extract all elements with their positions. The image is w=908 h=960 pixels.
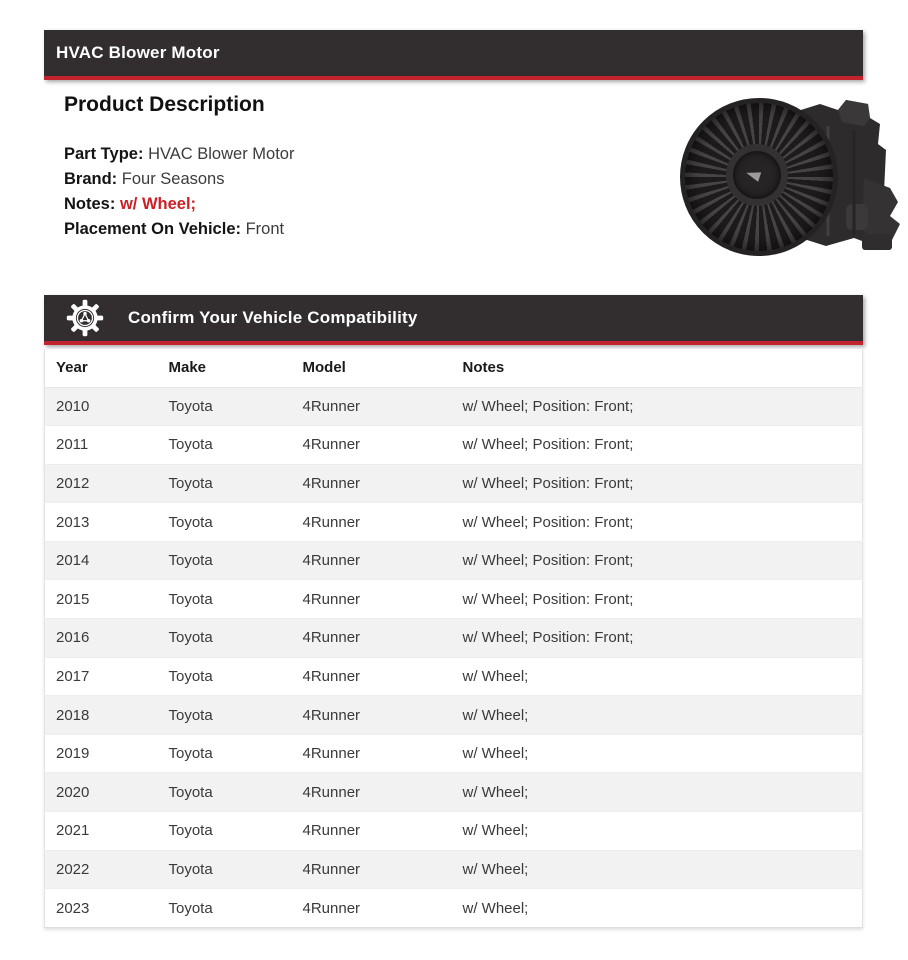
field-part-type — [64, 142, 294, 167]
table-cell-notes: w/ Wheel; — [452, 657, 863, 696]
table-cell-year: 2017 — [45, 657, 158, 696]
table-cell-year: 2015 — [45, 580, 158, 619]
table-cell-model: 4Runner — [292, 580, 452, 619]
table-cell-make: Toyota — [158, 773, 292, 812]
table-cell-model: 4Runner — [292, 387, 452, 426]
table-row — [45, 850, 863, 889]
table-row — [45, 812, 863, 851]
field-value: Front — [245, 220, 285, 238]
table-cell-year: 2018 — [45, 696, 158, 735]
field-value: Four Seasons — [121, 170, 225, 188]
table-row — [45, 541, 863, 580]
table-row — [45, 426, 863, 465]
table-cell-make: Toyota — [158, 541, 292, 580]
field-label: Placement On Vehicle: — [64, 220, 241, 238]
description-heading: Product Description — [64, 93, 265, 116]
table-cell-notes: w/ Wheel; Position: Front; — [452, 387, 863, 426]
field-label: Part Type: — [64, 145, 144, 163]
table-cell-model: 4Runner — [292, 657, 452, 696]
table-cell-model: 4Runner — [292, 889, 452, 928]
fitment-table — [44, 349, 863, 928]
table-cell-model: 4Runner — [292, 696, 452, 735]
field-brand — [64, 167, 294, 192]
column-header-model: Model — [292, 349, 452, 387]
table-cell-year: 2019 — [45, 734, 158, 773]
compatibility-header — [44, 295, 863, 345]
compatibility-title: Confirm Your Vehicle Compatibility — [128, 308, 418, 327]
table-cell-make: Toyota — [158, 889, 292, 928]
table-cell-notes: w/ Wheel; — [452, 889, 863, 928]
table-cell-year: 2012 — [45, 464, 158, 503]
product-fields — [64, 142, 294, 242]
table-cell-notes: w/ Wheel; — [452, 734, 863, 773]
table-cell-make: Toyota — [158, 387, 292, 426]
table-cell-year: 2013 — [45, 503, 158, 542]
table-cell-notes: w/ Wheel; Position: Front; — [452, 580, 863, 619]
table-cell-year: 2020 — [45, 773, 158, 812]
table-cell-year: 2023 — [45, 889, 158, 928]
table-cell-year: 2014 — [45, 541, 158, 580]
table-cell-model: 4Runner — [292, 734, 452, 773]
product-image — [678, 86, 906, 262]
table-cell-make: Toyota — [158, 657, 292, 696]
table-cell-notes: w/ Wheel; Position: Front; — [452, 426, 863, 465]
fitment-table-body — [45, 387, 863, 927]
table-cell-year: 2011 — [45, 426, 158, 465]
page-title: HVAC Blower Motor — [56, 43, 220, 62]
field-notes — [64, 192, 294, 217]
column-header-notes: Notes — [452, 349, 863, 387]
table-cell-notes: w/ Wheel; Position: Front; — [452, 503, 863, 542]
product-title-bar — [44, 30, 863, 80]
table-cell-model: 4Runner — [292, 464, 452, 503]
table-cell-make: Toyota — [158, 850, 292, 889]
table-cell-model: 4Runner — [292, 812, 452, 851]
field-value-notes: w/ Wheel; — [119, 195, 197, 213]
field-label: Brand: — [64, 170, 118, 188]
fitment-table-head — [45, 349, 863, 387]
table-row — [45, 503, 863, 542]
table-cell-make: Toyota — [158, 696, 292, 735]
table-cell-notes: w/ Wheel; Position: Front; — [452, 464, 863, 503]
table-row — [45, 773, 863, 812]
field-placement — [64, 217, 294, 242]
table-cell-year: 2016 — [45, 619, 158, 658]
table-cell-model: 4Runner — [292, 541, 452, 580]
column-header-make: Make — [158, 349, 292, 387]
table-cell-model: 4Runner — [292, 426, 452, 465]
table-cell-notes: w/ Wheel; — [452, 812, 863, 851]
table-cell-notes: w/ Wheel; — [452, 696, 863, 735]
field-value: HVAC Blower Motor — [148, 145, 295, 163]
table-cell-notes: w/ Wheel; — [452, 850, 863, 889]
table-cell-make: Toyota — [158, 619, 292, 658]
table-cell-model: 4Runner — [292, 619, 452, 658]
table-cell-make: Toyota — [158, 812, 292, 851]
table-cell-model: 4Runner — [292, 850, 452, 889]
field-label: Notes: — [64, 195, 116, 213]
gear-icon — [66, 299, 104, 337]
column-header-year: Year — [45, 349, 158, 387]
table-cell-make: Toyota — [158, 734, 292, 773]
table-row — [45, 889, 863, 928]
table-row — [45, 734, 863, 773]
table-cell-make: Toyota — [158, 464, 292, 503]
table-row — [45, 657, 863, 696]
table-cell-model: 4Runner — [292, 503, 452, 542]
table-row — [45, 580, 863, 619]
table-cell-year: 2010 — [45, 387, 158, 426]
table-cell-year: 2021 — [45, 812, 158, 851]
table-cell-model: 4Runner — [292, 773, 452, 812]
table-cell-notes: w/ Wheel; Position: Front; — [452, 619, 863, 658]
table-cell-make: Toyota — [158, 580, 292, 619]
table-cell-notes: w/ Wheel; Position: Front; — [452, 541, 863, 580]
table-cell-make: Toyota — [158, 503, 292, 542]
table-row — [45, 464, 863, 503]
table-cell-make: Toyota — [158, 426, 292, 465]
table-row — [45, 619, 863, 658]
table-row — [45, 696, 863, 735]
table-cell-notes: w/ Wheel; — [452, 773, 863, 812]
table-cell-year: 2022 — [45, 850, 158, 889]
table-row — [45, 387, 863, 426]
